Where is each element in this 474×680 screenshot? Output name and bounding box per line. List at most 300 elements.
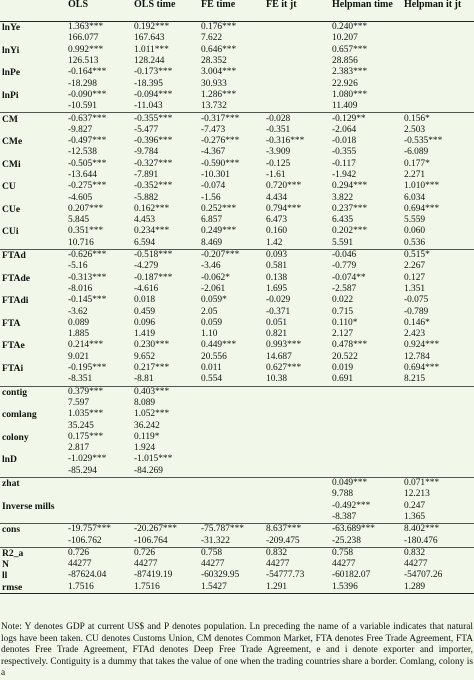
value-cell: -0.396***	[134, 136, 173, 147]
value-cell: 0.059*	[201, 295, 227, 306]
value-cell	[264, 512, 330, 524]
t-stat-row	[0, 147, 474, 158]
value-cell	[264, 78, 330, 89]
value-cell: -19.757***	[66, 524, 132, 536]
value-cell: -84.269	[134, 465, 163, 476]
value-cell	[402, 432, 474, 443]
value-cell	[132, 489, 199, 500]
variable-name-cell	[0, 352, 66, 363]
value-cell: 2.267	[404, 261, 426, 272]
value-cell	[199, 398, 264, 409]
value-cell: -0.327***	[134, 158, 173, 169]
value-cell: -3.909	[266, 147, 291, 158]
t-stat-row	[0, 238, 474, 250]
value-cell: 0.758	[330, 547, 402, 559]
t-stat-row	[0, 489, 474, 500]
value-cell: 0.127	[404, 272, 426, 283]
variable-name-cell: zhat	[0, 477, 66, 489]
value-cell	[264, 398, 330, 409]
value-cell: -0.029	[266, 295, 291, 306]
coefficient-row	[0, 181, 474, 192]
coefficient-row	[0, 477, 474, 489]
value-cell: -63.689***	[330, 524, 402, 536]
value-cell	[264, 409, 330, 420]
coefficient-row	[0, 386, 474, 398]
coefficient-row	[0, 524, 474, 536]
value-cell: -0.317***	[199, 113, 264, 125]
value-cell: -2.587	[332, 283, 357, 294]
value-cell: 10.716	[68, 237, 94, 248]
t-stat-row	[0, 101, 474, 113]
value-cell: -8.351	[68, 374, 93, 385]
value-cell: -209.475	[266, 535, 300, 546]
value-cell: 0.110*	[332, 317, 358, 328]
coefficient-row	[0, 159, 474, 170]
value-cell: 0.252***	[201, 203, 237, 214]
value-cell: -1.029***	[68, 454, 107, 465]
value-cell: -0.090***	[68, 89, 107, 100]
t-stat-row	[0, 215, 474, 226]
value-cell: 1.365	[404, 511, 426, 522]
t-stat-row	[0, 192, 474, 203]
value-cell: -18.298	[68, 78, 97, 89]
value-cell: -5.882	[134, 192, 159, 203]
variable-name-cell	[0, 238, 66, 250]
header-cell-variable	[0, 0, 66, 22]
value-cell: 28.856	[332, 56, 358, 67]
value-cell: 0.992***	[68, 44, 104, 55]
coefficient-row	[0, 113, 474, 125]
value-cell: 0.217***	[134, 363, 170, 374]
variable-name-cell: CMi	[2, 158, 21, 170]
value-cell: 9.652	[134, 351, 156, 362]
header-row	[0, 0, 474, 22]
value-cell: -0.355	[332, 147, 357, 158]
variable-name-cell	[0, 192, 66, 203]
value-cell: -0.046	[330, 249, 402, 261]
variable-name-cell	[0, 443, 66, 454]
header-cell-model: Helpman it jt	[402, 0, 474, 22]
variable-name-cell: FTAdi	[2, 295, 29, 307]
value-cell: 0.240***	[332, 22, 368, 33]
value-cell: -60329.95	[201, 570, 240, 581]
value-cell: -5.477	[134, 124, 159, 135]
coefficient-row	[0, 204, 474, 215]
value-cell	[330, 454, 402, 465]
variable-name-cell	[0, 125, 66, 136]
value-cell: -85.294	[68, 465, 97, 476]
value-cell: -1.61	[266, 170, 286, 180]
value-cell: 0.192***	[134, 22, 170, 33]
variable-name-cell: Inverse mills	[2, 500, 55, 512]
variable-name-cell	[0, 374, 66, 386]
value-cell: 167.643	[134, 33, 165, 44]
value-cell	[402, 22, 474, 34]
value-cell	[199, 512, 264, 524]
value-cell: -0.637***	[66, 113, 132, 125]
table-note: Note: Y denotes GDP at current US$ and P denotes population. Ln preceding the name of a variable indicates that natural logs have been taken. CU denotes Customs Union, CM denotes Common Market, FTA denotes Free Trade Agreement, FTA denotes Free Trade Agreement, FTAd denotes Deep Free Trade Agreement, e and i denote exporter and importer, respectively. Contiguity is a dummy that takes the value of one when the trading countries share a border. Comlang, colony is a	[1, 622, 473, 679]
t-stat-row	[0, 535, 474, 547]
value-cell: 0.146*	[404, 317, 430, 328]
coefficient-row	[0, 273, 474, 284]
value-cell: -106.764	[134, 535, 168, 546]
header-cell-model: FE time	[199, 0, 264, 22]
value-cell: -0.094***	[134, 89, 173, 100]
value-cell: 0.049***	[330, 477, 402, 489]
value-cell: 0.249***	[201, 226, 237, 237]
variable-name-cell	[0, 78, 66, 89]
value-cell	[330, 432, 402, 443]
value-cell: -0.626***	[66, 249, 132, 261]
header-cell-model: FE it jt	[264, 0, 330, 22]
variable-name-cell: rmse	[0, 582, 66, 594]
value-cell: 0.237***	[332, 203, 368, 214]
value-cell	[199, 420, 264, 431]
value-cell	[264, 90, 330, 101]
value-cell: 1.10	[201, 329, 218, 340]
t-stat-row	[0, 306, 474, 317]
value-cell: 0.449***	[201, 340, 237, 351]
variable-name-cell	[0, 535, 66, 547]
value-cell: 2.05	[201, 306, 218, 317]
value-cell: 22.926	[332, 78, 358, 89]
value-cell: -0.352***	[134, 181, 173, 192]
value-cell: -7.473	[201, 124, 226, 135]
value-cell: 44277	[134, 559, 158, 570]
coefficient-row	[0, 570, 474, 581]
variable-name-cell	[0, 101, 66, 113]
value-cell: -31.322	[201, 535, 230, 546]
value-cell: -0.028	[264, 113, 330, 125]
value-cell: 1.291	[264, 582, 330, 594]
coefficient-row	[0, 90, 474, 101]
variable-name-cell	[0, 466, 66, 478]
value-cell: 1.363***	[68, 22, 104, 33]
value-cell: -5.16	[68, 261, 88, 272]
value-cell: 0.459	[134, 306, 156, 317]
value-cell: -0.129**	[330, 113, 402, 125]
variable-name-cell: FTAi	[2, 363, 24, 375]
variable-name-cell	[0, 512, 66, 524]
value-cell: 2.271	[404, 170, 426, 180]
value-cell	[402, 398, 474, 409]
value-cell	[330, 443, 402, 454]
value-cell: 1.351	[404, 283, 426, 294]
value-cell: 0.515*	[402, 249, 474, 261]
value-cell: 44277	[68, 559, 92, 570]
value-cell: 0.657***	[332, 44, 368, 55]
value-cell: -8.016	[68, 283, 93, 294]
value-cell: -3.62	[68, 306, 88, 317]
value-cell: 4.434	[266, 192, 288, 203]
value-cell	[264, 67, 330, 78]
value-cell: 0.022	[332, 295, 354, 306]
value-cell: 0.138	[266, 272, 288, 283]
variable-name-cell: N	[2, 559, 9, 571]
value-cell: -0.505***	[68, 158, 107, 169]
value-cell: 20.522	[332, 351, 358, 362]
value-cell: 5.559	[404, 215, 426, 226]
coefficient-row	[0, 454, 474, 465]
value-cell: 1.5427	[199, 582, 264, 594]
value-cell: 0.821	[266, 329, 288, 340]
value-cell: -0.355***	[132, 113, 199, 125]
value-cell: -0.518***	[132, 249, 199, 261]
t-stat-row	[0, 352, 474, 363]
value-cell: 5.591	[332, 237, 354, 248]
value-cell: 8.469	[201, 237, 223, 248]
value-cell: 0.176***	[201, 22, 237, 33]
variable-name-cell: comlang	[2, 409, 37, 421]
t-stat-row	[0, 125, 474, 136]
value-cell	[330, 409, 402, 420]
value-cell: -11.043	[134, 101, 163, 112]
value-cell: 1.695	[266, 283, 288, 294]
value-cell: 0.720***	[266, 181, 302, 192]
value-cell: 6.857	[201, 215, 223, 226]
t-stat-row	[0, 398, 474, 409]
variable-name-cell	[0, 215, 66, 226]
value-cell: 0.294***	[332, 181, 368, 192]
value-cell: 0.234***	[134, 226, 170, 237]
t-stat-row	[0, 261, 474, 272]
value-cell: -0.275***	[68, 181, 107, 192]
value-cell	[402, 443, 474, 454]
value-cell: -0.789	[404, 306, 429, 317]
value-cell: -0.062*	[201, 272, 230, 283]
value-cell: 44277	[404, 559, 428, 570]
value-cell: 0.758	[199, 547, 264, 559]
t-stat-row	[0, 284, 474, 295]
value-cell: 8.402***	[402, 524, 474, 536]
value-cell	[199, 386, 264, 398]
value-cell: 0.160	[266, 226, 288, 237]
value-cell: -0.074**	[332, 272, 366, 283]
value-cell: -0.276***	[201, 136, 240, 147]
header-cell-model: Helpman time	[330, 0, 402, 22]
value-cell: 0.794***	[266, 203, 302, 214]
value-cell	[264, 33, 330, 44]
value-cell: 7.622	[201, 33, 223, 44]
value-cell	[264, 454, 330, 465]
value-cell: 2.817	[68, 443, 90, 454]
value-cell	[264, 466, 330, 478]
value-cell: -8.81	[134, 374, 154, 385]
coefficient-row	[0, 318, 474, 329]
value-cell: 0.993***	[266, 340, 302, 351]
value-cell: 1.289	[402, 582, 474, 594]
value-cell: -87624.04	[68, 570, 107, 581]
value-cell: 0.832	[264, 547, 330, 559]
value-cell: 0.060	[404, 226, 426, 237]
value-cell: 13.732	[201, 101, 227, 112]
value-cell	[264, 22, 330, 34]
value-cell: 0.051	[266, 317, 288, 328]
value-cell	[264, 101, 330, 113]
value-cell: 1.7516	[132, 582, 199, 594]
value-cell: -0.125	[266, 158, 291, 169]
value-cell: 14.687	[266, 351, 292, 362]
variable-name-cell	[0, 420, 66, 431]
t-stat-row	[0, 374, 474, 386]
variable-name-cell: contig	[0, 386, 66, 398]
value-cell: 0.351***	[68, 226, 104, 237]
variable-name-cell: ll	[2, 570, 8, 582]
value-cell: -75.787***	[199, 524, 264, 536]
value-cell: -4.279	[134, 261, 159, 272]
t-stat-row	[0, 33, 474, 44]
value-cell: 20.556	[201, 351, 227, 362]
coefficient-row	[0, 136, 474, 147]
header-cell-model: OLS	[66, 0, 132, 22]
value-cell: 0.403***	[132, 386, 199, 398]
value-cell: 0.832	[402, 547, 474, 559]
header-cell-model: OLS time	[132, 0, 199, 22]
value-cell: -7.891	[134, 170, 159, 180]
value-cell: 2.383***	[332, 67, 368, 78]
variable-name-cell	[0, 489, 66, 500]
value-cell	[402, 67, 474, 78]
value-cell: -0.492***	[332, 500, 371, 511]
value-cell: -0.313***	[68, 272, 107, 283]
variable-name-cell: lnD	[2, 454, 17, 466]
value-cell: 44277	[201, 559, 225, 570]
value-cell: 8.089	[134, 397, 156, 408]
value-cell	[402, 386, 474, 398]
value-cell	[264, 56, 330, 67]
value-cell: -2.061	[201, 283, 226, 294]
value-cell: 12.784	[404, 351, 430, 362]
value-cell: -1.015***	[134, 454, 173, 465]
value-cell: 6.473	[266, 215, 288, 226]
value-cell: 10.207	[332, 33, 358, 44]
value-cell: 0.019	[332, 363, 354, 374]
value-cell: 1.42	[266, 237, 283, 248]
value-cell: 0.175***	[68, 431, 104, 442]
value-cell: 0.096	[134, 317, 156, 328]
value-cell: 0.379***	[66, 386, 132, 398]
value-cell: 2.423	[404, 329, 426, 340]
value-cell: -106.762	[68, 535, 102, 546]
value-cell: 0.646***	[201, 44, 237, 55]
value-cell	[264, 443, 330, 454]
variable-name-cell: FTAe	[2, 340, 25, 352]
value-cell	[402, 101, 474, 113]
t-stat-row	[0, 329, 474, 340]
variable-name-cell: FTAd	[0, 249, 66, 261]
value-cell: 0.247	[404, 500, 426, 511]
t-stat-row	[0, 170, 474, 181]
value-cell	[199, 443, 264, 454]
value-cell	[402, 454, 474, 465]
value-cell: 35.245	[68, 420, 94, 431]
value-cell	[330, 466, 402, 478]
variable-name-cell	[0, 147, 66, 158]
value-cell: -0.351	[266, 124, 291, 135]
value-cell: -180.476	[404, 535, 438, 546]
value-cell: -0.075	[404, 295, 429, 306]
value-cell: -6.089	[404, 147, 429, 158]
value-cell: -10.591	[68, 101, 97, 112]
value-cell: 0.156*	[402, 113, 474, 125]
variable-name-cell: CM	[0, 113, 66, 125]
value-cell: 1.286***	[201, 89, 237, 100]
value-cell: 12.213	[404, 489, 430, 500]
value-cell	[264, 500, 330, 511]
value-cell: -60182.07	[332, 570, 371, 581]
t-stat-row	[0, 56, 474, 67]
variable-name-cell	[0, 33, 66, 44]
coefficient-row	[0, 547, 474, 559]
variable-name-cell: FTAde	[2, 272, 31, 284]
value-cell: -0.535***	[404, 136, 443, 147]
value-cell: 0.627***	[266, 363, 302, 374]
variable-name-cell	[0, 329, 66, 340]
value-cell: 166.077	[68, 33, 99, 44]
table-body	[0, 22, 474, 594]
value-cell: -87419.19	[134, 570, 173, 581]
value-cell: 0.018	[134, 295, 156, 306]
variable-name-cell	[0, 170, 66, 181]
value-cell	[66, 500, 132, 511]
value-cell: -0.590***	[201, 158, 240, 169]
value-cell: -18.395	[134, 78, 163, 89]
variable-name-cell: cons	[0, 524, 66, 536]
value-cell: 0.119*	[134, 431, 160, 442]
value-cell: -10.301	[201, 170, 230, 180]
value-cell: 2.503	[404, 124, 426, 135]
value-cell	[402, 420, 474, 431]
value-cell: 8.215	[404, 374, 426, 385]
coefficient-row	[0, 249, 474, 261]
coefficient-row	[0, 67, 474, 78]
value-cell: 0.581	[266, 261, 288, 272]
value-cell: 0.691	[332, 374, 354, 385]
value-cell	[330, 420, 402, 431]
value-cell: 3.004***	[201, 67, 237, 78]
value-cell: -0.145***	[68, 295, 107, 306]
value-cell	[132, 500, 199, 511]
variable-name-cell: R2_a	[0, 547, 66, 559]
value-cell: -9.827	[68, 124, 93, 135]
value-cell	[264, 420, 330, 431]
value-cell: 1.7516	[66, 582, 132, 594]
value-cell: 1.885	[68, 329, 90, 340]
value-cell: -0.117	[332, 158, 356, 169]
variable-name-cell: FTA	[2, 317, 21, 329]
t-stat-row	[0, 78, 474, 89]
coefficient-row	[0, 226, 474, 237]
value-cell: 0.230***	[134, 340, 170, 351]
t-stat-row	[0, 443, 474, 454]
value-cell: 0.554	[201, 374, 223, 385]
value-cell: 0.177*	[404, 158, 430, 169]
value-cell: 30.933	[201, 78, 227, 89]
value-cell	[264, 477, 330, 489]
value-cell: -0.779	[332, 261, 357, 272]
coefficient-row	[0, 45, 474, 56]
value-cell: 0.694***	[404, 363, 440, 374]
value-cell: 0.071***	[402, 477, 474, 489]
variable-name-cell: CUi	[2, 226, 19, 238]
value-cell	[199, 409, 264, 420]
value-cell: 44277	[332, 559, 356, 570]
coefficient-row	[0, 340, 474, 351]
variable-name-cell	[0, 306, 66, 317]
value-cell: 128.244	[134, 56, 165, 67]
coefficient-row	[0, 432, 474, 443]
value-cell: 1.5396	[330, 582, 402, 594]
